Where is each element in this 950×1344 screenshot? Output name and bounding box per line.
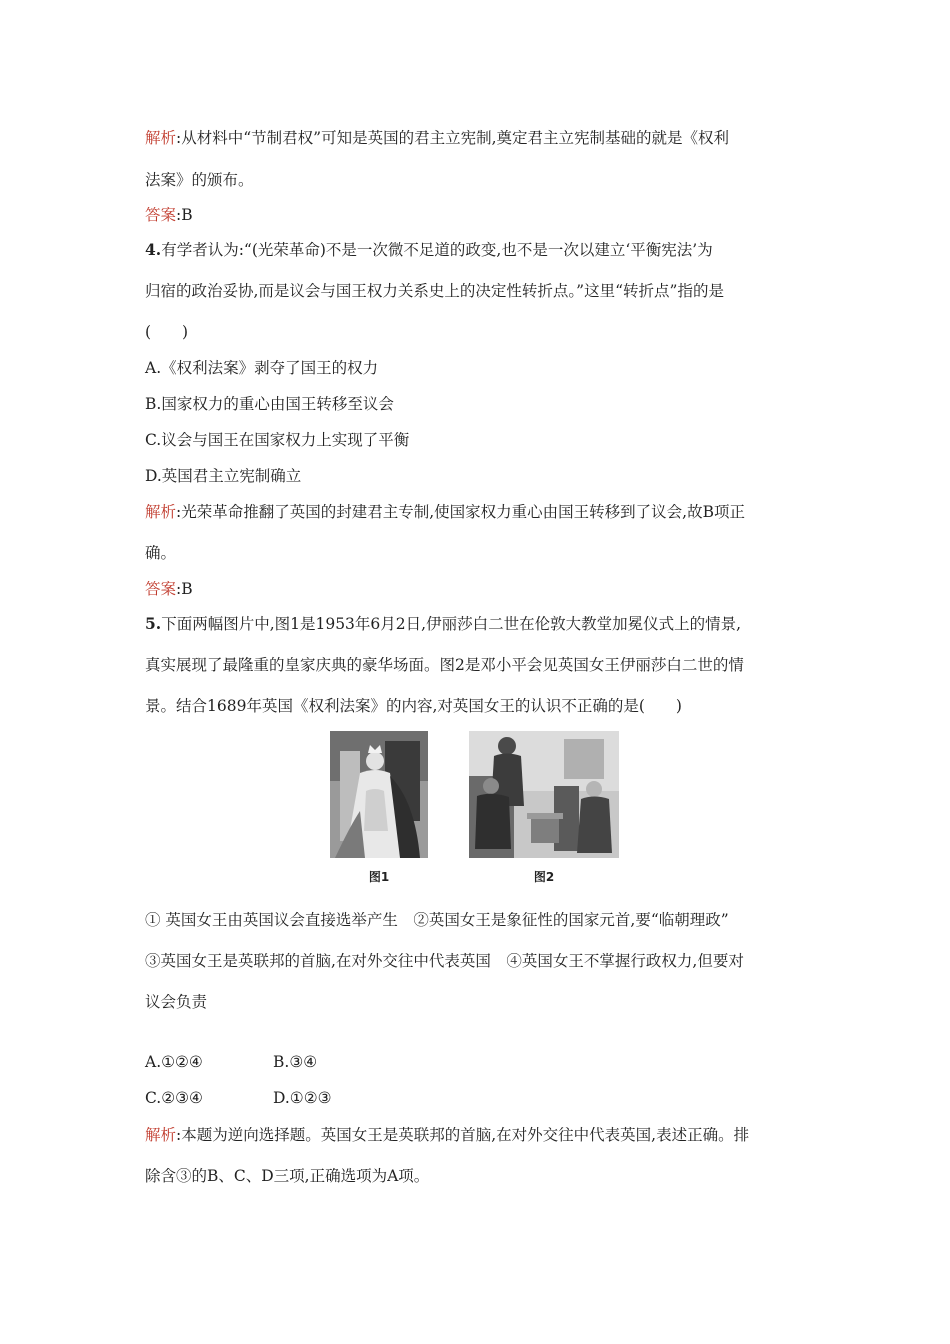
q3-analysis-line1: 解析:从材料中“节制君权”可知是英国的君主立宪制,奠定君主立宪制基础的就是《权利 (145, 129, 730, 147)
q5-option-d: D.①②③ (273, 1089, 332, 1107)
q3-answer: 答案:B (145, 206, 193, 224)
q4-option-a: A.《权利法案》剥夺了国王的权力 (145, 359, 379, 377)
q5-statement-line3: 议会负责 (145, 993, 208, 1011)
analysis-label: 解析 (145, 129, 177, 147)
meeting-illustration (469, 731, 619, 858)
q5-options-row2 (145, 1088, 810, 1108)
q5-statement-line2: ③英国女王是英联邦的首脑,在对外交往中代表英国 ④英国女王不掌握行政权力,但要对 (145, 952, 744, 970)
q4-option-b: B.国家权力的重心由国王转移至议会 (145, 395, 394, 413)
coronation-illustration (330, 731, 428, 858)
q3-analysis-line2: 法案》的颁布。 (145, 171, 254, 189)
q4-stem-line3: ( ) (145, 323, 189, 341)
q5-stem-line1: 5.下面两幅图片中,图1是1953年6月2日,伊丽莎白二世在伦敦大教堂加冕仪式上的情景, (145, 614, 742, 633)
q5-analysis-line1: 解析:本题为逆向选择题。英国女王是英联邦的首脑,在对外交往中代表英国,表述正确。排 (145, 1126, 750, 1144)
q5-option-c: C.②③④ (145, 1089, 203, 1107)
q5-option-b: B.③④ (273, 1053, 318, 1071)
q4-option-c: C.议会与国王在国家权力上实现了平衡 (145, 431, 410, 449)
q4-stem-line1: 4.有学者认为:“(光荣革命)不是一次微不足道的政变,也不是一次以建立‘平衡宪法’为 (145, 240, 713, 259)
analysis-label: 解析 (145, 503, 177, 521)
q5-options-row1 (145, 1052, 810, 1072)
figure-1-coronation-photo (330, 731, 428, 858)
analysis-label: 解析 (145, 1126, 177, 1144)
figure-1-caption: 图1 (368, 870, 390, 884)
q5-stem-line2: 真实展现了最隆重的皇家庆典的豪华场面。图2是邓小平会见英国女王伊丽莎白二世的情 (145, 656, 744, 674)
figure-2-meeting-photo (469, 731, 619, 858)
q5-option-a: A.①②④ (145, 1053, 203, 1071)
q4-stem-line2: 归宿的政治妥协,而是议会与国王权力关系史上的决定性转折点。”这里“转折点”指的是 (145, 282, 724, 300)
q5-statement-line1: ① 英国女王由英国议会直接选举产生 ②英国女王是象征性的国家元首,要“临朝理政” (145, 911, 729, 929)
question-number: 5. (145, 614, 162, 633)
question-number: 4. (145, 240, 162, 259)
q5-analysis-line2: 除含③的B、C、D三项,正确选项为A项。 (145, 1167, 430, 1185)
q5-stem-line3: 景。结合1689年英国《权利法案》的内容,对英国女王的认识不正确的是( ) (145, 697, 682, 715)
q4-analysis-line1: 解析:光荣革命推翻了英国的封建君主专制,使国家权力重心由国王转移到了议会,故B项正 (145, 503, 745, 521)
q4-analysis-line2: 确。 (145, 544, 177, 562)
answer-label: 答案 (145, 206, 177, 224)
answer-label: 答案 (145, 580, 177, 598)
figure-2-caption: 图2 (533, 870, 555, 884)
q4-answer: 答案:B (145, 580, 193, 598)
q4-option-d: D.英国君主立宪制确立 (145, 467, 302, 485)
